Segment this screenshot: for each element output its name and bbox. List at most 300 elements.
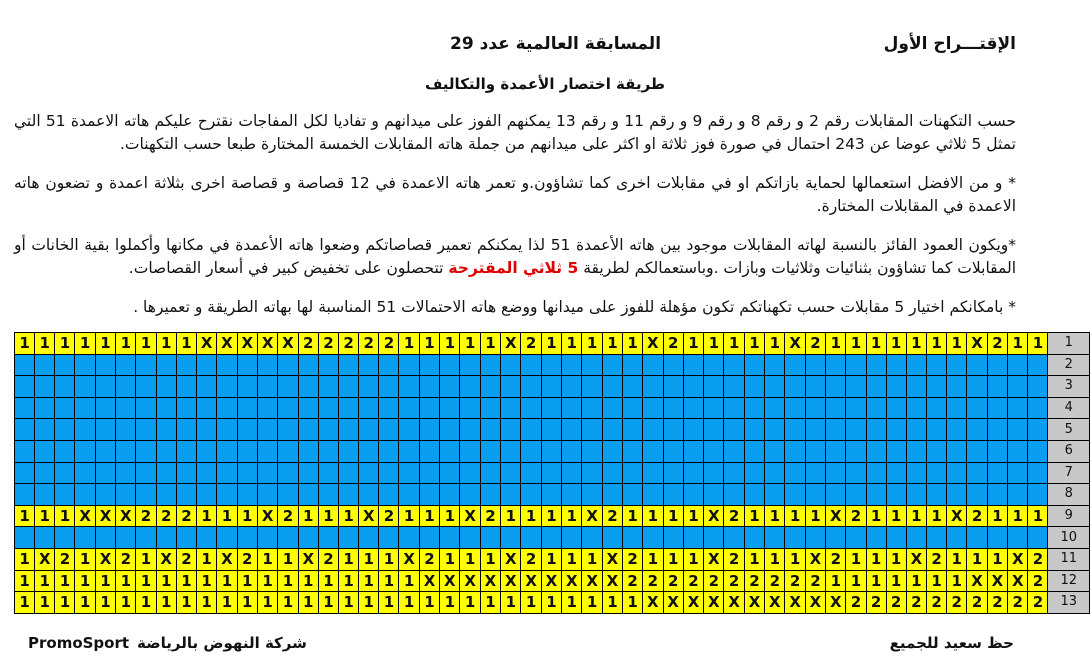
grid-cell — [805, 527, 825, 549]
grid-cell — [440, 440, 460, 462]
grid-cell — [987, 440, 1007, 462]
grid-cell — [582, 462, 602, 484]
grid-cell — [906, 354, 926, 376]
grid-cell: 1 — [15, 548, 35, 570]
grid-cell: 1 — [257, 592, 277, 614]
grid-cell: 1 — [623, 333, 643, 355]
grid-cell: X — [521, 570, 541, 592]
grid-cell — [704, 354, 724, 376]
grid-cell: 2 — [156, 505, 176, 527]
grid-cell — [906, 484, 926, 506]
grid-cell — [399, 419, 419, 441]
grid-cell — [623, 484, 643, 506]
grid-cell: X — [217, 548, 237, 570]
grid-cell — [663, 527, 683, 549]
grid-cell — [826, 440, 846, 462]
grid-cell — [683, 484, 703, 506]
grid-cell: 2 — [521, 548, 541, 570]
grid-cell — [136, 397, 156, 419]
grid-cell — [683, 527, 703, 549]
grid-cell: 1 — [440, 592, 460, 614]
grid-cell: 1 — [257, 570, 277, 592]
grid-cell: 1 — [826, 333, 846, 355]
grid-cell — [744, 462, 764, 484]
grid-cell — [196, 397, 216, 419]
grid-cell: 1 — [1008, 333, 1028, 355]
grid-cell: 1 — [582, 548, 602, 570]
grid-cell — [419, 462, 439, 484]
grid-cell: X — [257, 333, 277, 355]
grid-cell: 2 — [116, 548, 136, 570]
match-number: 6 — [1048, 440, 1090, 462]
grid-cell: X — [704, 592, 724, 614]
grid-cell: X — [440, 570, 460, 592]
grid-cell — [440, 527, 460, 549]
grid-cell — [562, 354, 582, 376]
grid-cell — [1008, 354, 1028, 376]
grid-cell — [826, 527, 846, 549]
grid-cell — [339, 397, 359, 419]
grid-cell — [339, 354, 359, 376]
grid-cell — [643, 376, 663, 398]
grid-cell — [582, 527, 602, 549]
grid-cell — [541, 462, 561, 484]
grid-cell — [724, 354, 744, 376]
grid-cell: 1 — [886, 570, 906, 592]
grid-cell: 1 — [75, 333, 95, 355]
grid-cell: 1 — [217, 592, 237, 614]
grid-row — [15, 462, 1090, 484]
grid-cell — [480, 354, 500, 376]
grid-cell: X — [278, 333, 298, 355]
grid-cell: 1 — [785, 505, 805, 527]
grid-cell — [663, 440, 683, 462]
grid-cell — [480, 440, 500, 462]
grid-cell — [541, 527, 561, 549]
grid-cell — [156, 462, 176, 484]
grid-cell — [460, 462, 480, 484]
grid-cell — [785, 376, 805, 398]
grid-cell — [196, 440, 216, 462]
grid-cell: 1 — [176, 570, 196, 592]
grid-cell — [643, 440, 663, 462]
grid-cell: X — [35, 548, 55, 570]
grid-cell — [521, 376, 541, 398]
grid-cell — [95, 484, 115, 506]
grid-cell: 2 — [602, 505, 622, 527]
grid-cell — [136, 527, 156, 549]
grid-cell: 1 — [156, 570, 176, 592]
grid-cell — [826, 419, 846, 441]
grid-cell — [643, 527, 663, 549]
grid-cell — [541, 419, 561, 441]
grid-cell — [1028, 419, 1048, 441]
grid-cell — [765, 527, 785, 549]
grid-cell — [318, 527, 338, 549]
grid-cell: 1 — [480, 548, 500, 570]
grid-cell — [55, 397, 75, 419]
grid-cell: 1 — [1008, 505, 1028, 527]
grid-row — [15, 354, 1090, 376]
grid-cell: X — [460, 570, 480, 592]
grid-cell: X — [501, 548, 521, 570]
grid-cell — [866, 484, 886, 506]
grid-cell — [257, 462, 277, 484]
grid-cell: 2 — [237, 548, 257, 570]
grid-cell — [623, 354, 643, 376]
grid-cell — [623, 419, 643, 441]
grid-cell — [602, 397, 622, 419]
grid-cell: 1 — [846, 548, 866, 570]
grid-cell: 1 — [196, 592, 216, 614]
grid-cell: 2 — [1028, 548, 1048, 570]
grid-cell — [704, 397, 724, 419]
grid-cell: 1 — [886, 548, 906, 570]
grid-cell: 2 — [623, 570, 643, 592]
grid-cell: 2 — [987, 592, 1007, 614]
grid-row — [15, 397, 1090, 419]
grid-cell — [35, 462, 55, 484]
grid-cell: 1 — [906, 333, 926, 355]
grid-cell — [196, 419, 216, 441]
grid-cell — [156, 527, 176, 549]
grid-cell — [359, 462, 379, 484]
grid-cell — [75, 527, 95, 549]
grid-cell — [116, 527, 136, 549]
grid-row — [15, 376, 1090, 398]
grid-cell: 1 — [927, 333, 947, 355]
grid-cell — [196, 354, 216, 376]
grid-cell — [663, 419, 683, 441]
grid-cell — [156, 484, 176, 506]
grid-cell: X — [906, 548, 926, 570]
grid-cell — [744, 440, 764, 462]
good-luck-text: حظ سعيد للجميع — [889, 634, 1014, 652]
grid-cell: 2 — [765, 570, 785, 592]
grid-cell: 1 — [196, 505, 216, 527]
grid-cell — [278, 462, 298, 484]
grid-cell — [947, 397, 967, 419]
grid-cell: 1 — [339, 548, 359, 570]
grid-cell — [480, 376, 500, 398]
grid-cell — [15, 484, 35, 506]
grid-cell — [927, 419, 947, 441]
grid-cell — [136, 354, 156, 376]
grid-cell — [257, 376, 277, 398]
grid-cell — [1028, 527, 1048, 549]
match-number: 5 — [1048, 419, 1090, 441]
grid-cell — [906, 527, 926, 549]
grid-cell: 1 — [765, 333, 785, 355]
grid-cell: 2 — [318, 333, 338, 355]
grid-cell — [176, 484, 196, 506]
grid-cell: 2 — [663, 570, 683, 592]
grid-cell — [399, 354, 419, 376]
grid-cell: 1 — [440, 333, 460, 355]
grid-cell — [683, 397, 703, 419]
grid-cell: 2 — [846, 592, 866, 614]
grid-cell: 1 — [15, 505, 35, 527]
grid-cell: 2 — [136, 505, 156, 527]
grid-cell — [541, 376, 561, 398]
grid-cell — [379, 354, 399, 376]
grid-cell — [318, 462, 338, 484]
grid-cell: 1 — [75, 570, 95, 592]
grid-cell — [663, 376, 683, 398]
grid-cell: 1 — [196, 548, 216, 570]
grid-cell — [460, 527, 480, 549]
grid-cell — [826, 462, 846, 484]
grid-cell: 2 — [866, 592, 886, 614]
grid-cell — [15, 527, 35, 549]
grid-cell: 2 — [521, 333, 541, 355]
grid-cell: 1 — [744, 548, 764, 570]
grid-row — [15, 333, 1090, 355]
grid-cell: 1 — [318, 592, 338, 614]
grid-cell — [623, 397, 643, 419]
grid-cell — [480, 397, 500, 419]
grid-cell — [257, 527, 277, 549]
grid-cell: 1 — [927, 505, 947, 527]
grid-cell — [339, 440, 359, 462]
grid-cell: 1 — [623, 505, 643, 527]
grid-cell — [987, 484, 1007, 506]
grid-cell — [298, 527, 318, 549]
grid-cell: 1 — [927, 570, 947, 592]
grid-cell — [805, 484, 825, 506]
grid-cell — [1008, 462, 1028, 484]
grid-cell — [75, 440, 95, 462]
grid-cell — [440, 419, 460, 441]
grid-cell — [55, 527, 75, 549]
grid-cell — [156, 354, 176, 376]
grid-cell — [704, 419, 724, 441]
grid-cell: X — [95, 505, 115, 527]
grid-cell: X — [785, 592, 805, 614]
grid-cell: 2 — [724, 570, 744, 592]
grid-cell — [95, 354, 115, 376]
grid-cell: 1 — [967, 548, 987, 570]
grid-cell — [15, 354, 35, 376]
grid-cell — [704, 440, 724, 462]
grid-cell — [886, 354, 906, 376]
grid-cell — [826, 376, 846, 398]
grid-cell: 2 — [278, 505, 298, 527]
grid-cell — [460, 354, 480, 376]
grid-cell: 1 — [75, 548, 95, 570]
grid-cell: 2 — [379, 505, 399, 527]
grid-cell: 1 — [866, 505, 886, 527]
grid-cell — [217, 527, 237, 549]
grid-cell — [298, 376, 318, 398]
grid-cell — [987, 419, 1007, 441]
grid-cell — [724, 484, 744, 506]
grid-cell: 1 — [95, 592, 115, 614]
grid-cell: 1 — [866, 333, 886, 355]
grid-cell — [927, 376, 947, 398]
grid-cell — [298, 462, 318, 484]
match-number: 4 — [1048, 397, 1090, 419]
grid-cell — [480, 419, 500, 441]
grid-cell — [419, 376, 439, 398]
grid-cell — [1008, 376, 1028, 398]
grid-cell — [501, 354, 521, 376]
grid-cell: 1 — [75, 592, 95, 614]
grid-cell — [683, 419, 703, 441]
grid-cell — [704, 484, 724, 506]
grid-cell — [440, 376, 460, 398]
grid-cell — [805, 462, 825, 484]
grid-cell — [1028, 440, 1048, 462]
paragraph-usage: * و من الافضل استعمالها لحماية بازاتكم او في مقابلات اخرى كما تشاؤون.و تعمر هاته الاعمدة في 12 قصاصة و قصاصة اخرى بثلاثة اعمدة و تضعون هاته الاعمدة في المقابلات المختارة. — [14, 174, 1016, 215]
grid-cell — [521, 484, 541, 506]
grid-cell — [75, 397, 95, 419]
grid-cell — [339, 419, 359, 441]
grid-cell: 1 — [136, 592, 156, 614]
grid-cell — [419, 527, 439, 549]
paragraph-winning-column-end: تتحصلون على تخفيض كبير في أسعار القصاصات. — [128, 259, 449, 277]
grid-cell: 1 — [663, 505, 683, 527]
grid-cell — [318, 376, 338, 398]
grid-cell — [846, 440, 866, 462]
grid-cell — [724, 419, 744, 441]
grid-cell: 1 — [35, 570, 55, 592]
grid-cell — [562, 462, 582, 484]
grid-cell — [278, 397, 298, 419]
grid-cell — [379, 440, 399, 462]
grid-cell: 2 — [419, 548, 439, 570]
grid-cell — [947, 376, 967, 398]
grid-cell — [866, 376, 886, 398]
grid-cell: 2 — [704, 570, 724, 592]
grid-cell: 1 — [886, 333, 906, 355]
grid-cell — [15, 397, 35, 419]
grid-cell: X — [826, 505, 846, 527]
grid-cell — [623, 440, 643, 462]
grid-cell — [967, 462, 987, 484]
grid-cell: 1 — [176, 592, 196, 614]
grid-cell — [521, 354, 541, 376]
grid-cell: 1 — [399, 505, 419, 527]
grid-row — [15, 592, 1090, 614]
grid-cell — [602, 484, 622, 506]
grid-cell — [116, 397, 136, 419]
grid-cell: 1 — [866, 570, 886, 592]
grid-cell: X — [156, 548, 176, 570]
grid-cell — [278, 419, 298, 441]
grid-cell — [237, 462, 257, 484]
grid-cell — [176, 462, 196, 484]
grid-cell — [643, 462, 663, 484]
grid-cell: 1 — [136, 548, 156, 570]
grid-cell — [785, 397, 805, 419]
grid-cell — [379, 376, 399, 398]
grid-cell — [785, 419, 805, 441]
grid-cell — [359, 397, 379, 419]
grid-cell — [623, 527, 643, 549]
grid-cell: X — [1008, 548, 1028, 570]
grid-cell — [399, 484, 419, 506]
grid-cell: 1 — [379, 548, 399, 570]
grid-cell — [1028, 462, 1048, 484]
grid-cell: X — [95, 548, 115, 570]
grid-cell — [460, 397, 480, 419]
grid-cell: 1 — [217, 505, 237, 527]
grid-cell — [379, 462, 399, 484]
grid-cell — [846, 484, 866, 506]
grid-cell: 1 — [55, 592, 75, 614]
grid-cell — [906, 440, 926, 462]
grid-cell — [419, 440, 439, 462]
grid-cell: X — [359, 505, 379, 527]
grid-cell: 1 — [257, 548, 277, 570]
grid-cell: 1 — [15, 570, 35, 592]
grid-cell: X — [643, 592, 663, 614]
grid-cell: 1 — [582, 592, 602, 614]
grid-cell — [399, 397, 419, 419]
grid-cell — [176, 354, 196, 376]
grid-cell: 1 — [278, 570, 298, 592]
grid-cell — [501, 397, 521, 419]
grid-cell: X — [196, 333, 216, 355]
grid-cell: 2 — [359, 333, 379, 355]
grid-cell: 2 — [339, 333, 359, 355]
grid-cell: X — [582, 505, 602, 527]
grid-cell — [541, 440, 561, 462]
grid-cell: 2 — [967, 505, 987, 527]
grid-cell — [440, 462, 460, 484]
grid-cell — [765, 440, 785, 462]
grid-cell — [602, 376, 622, 398]
grid-cell: 2 — [927, 592, 947, 614]
grid-cell — [643, 419, 663, 441]
grid-cell — [196, 527, 216, 549]
grid-cell — [501, 462, 521, 484]
grid-cell: 1 — [1028, 333, 1048, 355]
grid-cell: 1 — [987, 548, 1007, 570]
grid-cell: 1 — [460, 548, 480, 570]
grid-cell — [582, 484, 602, 506]
grid-cell: 1 — [298, 570, 318, 592]
grid-cell — [947, 527, 967, 549]
grid-cell: 1 — [196, 570, 216, 592]
grid-cell — [866, 354, 886, 376]
grid-cell — [602, 419, 622, 441]
grid-cell — [359, 419, 379, 441]
grid-cell: 1 — [744, 505, 764, 527]
grid-cell: 2 — [805, 570, 825, 592]
grid-cell — [318, 354, 338, 376]
grid-cell: 1 — [217, 570, 237, 592]
grid-cell — [460, 440, 480, 462]
grid-cell: 1 — [501, 505, 521, 527]
grid-cell: 1 — [521, 505, 541, 527]
grid-cell: 1 — [541, 333, 561, 355]
grid-cell — [886, 462, 906, 484]
grid-cell — [116, 376, 136, 398]
grid-cell — [663, 397, 683, 419]
grid-cell — [196, 484, 216, 506]
grid-cell — [196, 462, 216, 484]
grid-cell: 1 — [116, 570, 136, 592]
grid-cell: 1 — [136, 570, 156, 592]
grid-cell: 1 — [846, 333, 866, 355]
grid-cell — [379, 419, 399, 441]
grid-cell — [846, 397, 866, 419]
grid-cell — [55, 484, 75, 506]
grid-cell: 1 — [278, 548, 298, 570]
grid-cell — [35, 527, 55, 549]
